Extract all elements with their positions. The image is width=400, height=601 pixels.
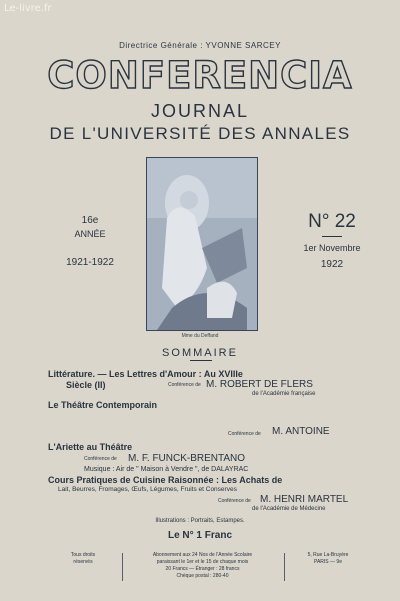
cover-caption: Mme du Deffand xyxy=(181,333,219,339)
rights-line: réservés xyxy=(73,559,93,565)
toc-speaker: M. ANTOINE xyxy=(272,426,330,437)
address-line: 5, Rue La-Bruyère xyxy=(307,552,349,558)
toc-speaker: M. ROBERT DE FLERS xyxy=(206,379,313,390)
toc-line: Conférence de xyxy=(168,382,201,388)
toc-line: Conférence de xyxy=(84,456,117,462)
toc-line: Conférence de xyxy=(228,431,261,437)
logo-title: CONFERENCIA xyxy=(47,54,353,97)
address-block xyxy=(298,552,358,566)
rights-line: Tous droits xyxy=(70,552,96,558)
cover-illustration xyxy=(146,157,258,331)
annee-label: ANNÉE xyxy=(74,229,106,239)
universite-subtitle: DE L'UNIVERSITÉ DES ANNALES xyxy=(49,124,351,143)
divider xyxy=(284,553,285,581)
divider xyxy=(190,360,212,361)
toc-line: Musique : Air de " Maison à Vendre ", de DALAYRAC xyxy=(84,466,249,473)
subscription-line: 20 Francs — Étranger : 28 francs xyxy=(165,566,240,572)
toc-line: Le Théâtre Contemporain xyxy=(48,400,158,410)
subscription-line: Abonnement aux 24 Nos de l'Année Scolaire xyxy=(152,552,253,558)
address-line: PARIS — 9e xyxy=(314,559,342,565)
illustrations-line: Illustrations : Portraits, Estampes. xyxy=(155,518,245,524)
toc-line: Cours Pratiques de Cuisine Raisonnée : Les Achats de xyxy=(48,475,283,485)
watermark: Le-livre.fr xyxy=(4,3,52,14)
issue-number: N° 22 xyxy=(308,211,356,232)
journal-subtitle: JOURNAL xyxy=(150,101,249,121)
toc-line: Conférence de xyxy=(218,498,251,504)
issue-year: 1922 xyxy=(320,259,344,270)
numero-block xyxy=(282,211,382,270)
toc-line: Lait, Beurres, Fromages, Œufs, Légumes, Fruits et Conserves xyxy=(58,486,237,493)
toc-line: de l'Académie de Médecine xyxy=(252,506,326,512)
subscription-line: Chèque postal : 280-40 xyxy=(176,573,229,579)
toc-speaker: M. F. FUNCK-BRENTANO xyxy=(128,453,246,464)
divider xyxy=(122,553,123,581)
sommaire-heading: SOMMAIRE xyxy=(162,347,238,359)
rights-block xyxy=(58,552,108,566)
issue-date: 1er Novembre xyxy=(303,243,361,253)
directrice-line: Directrice Générale : YVONNE SARCEY xyxy=(119,41,281,50)
annee-number: 16e xyxy=(81,215,99,226)
annee-range: 1921-1922 xyxy=(66,257,114,268)
toc-line: Siècle (II) xyxy=(66,380,106,390)
toc-line: L'Ariette au Théâtre xyxy=(48,442,133,452)
toc-line: de l'Académie française xyxy=(252,391,316,397)
subscription-block xyxy=(135,552,270,580)
divider xyxy=(322,236,342,237)
price: Le N° 1 Franc xyxy=(167,530,233,541)
annee-block xyxy=(50,215,130,268)
toc-speaker: M. HENRI MARTEL xyxy=(260,494,349,505)
toc-line: Littérature. — Les Lettres d'Amour : Au XVIIIe xyxy=(48,369,243,379)
subscription-line: paraissant le 1er et le 15 de chaque mois xyxy=(156,559,249,565)
